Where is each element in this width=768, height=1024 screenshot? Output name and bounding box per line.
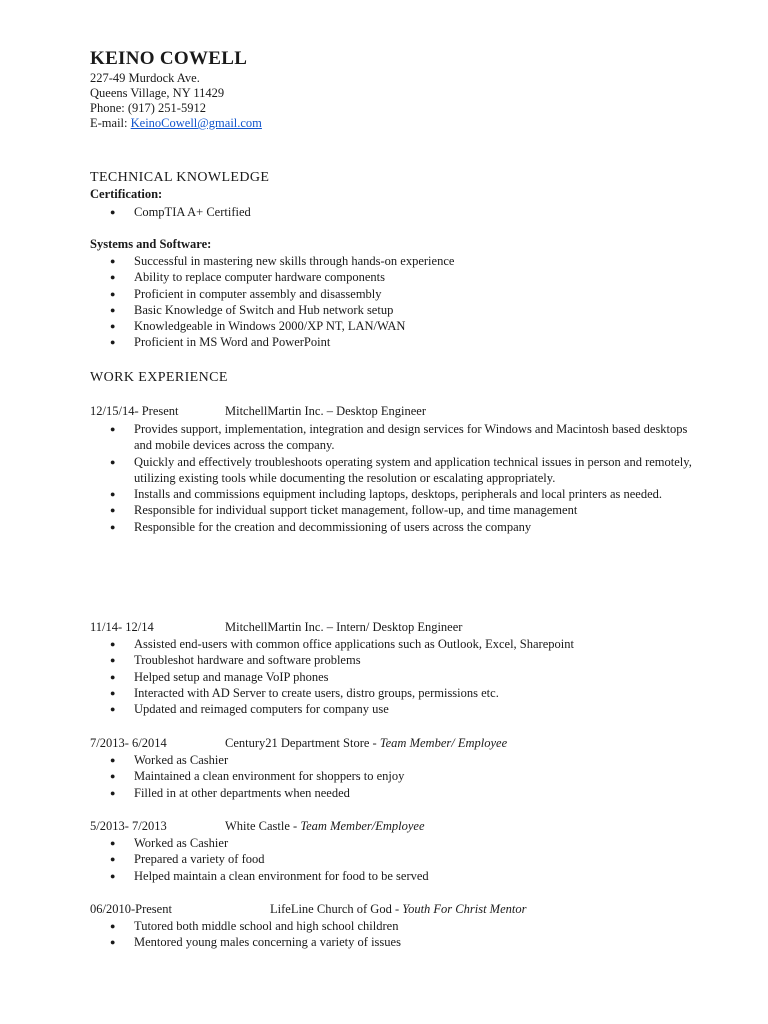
work-experience-heading: WORK EXPERIENCE [90,370,228,385]
list-item: ● Assisted end-users with common office applications such as Outlook, Excel, Sharepoint [110,636,574,652]
systems-software-label: Systems and Software: [90,237,212,251]
list-item: ● Proficient in MS Word and PowerPoint [110,334,454,350]
job-duties-list [110,752,404,801]
list-item: ● Knowledgeable in Windows 2000/XP NT, LAN/WAN [110,318,454,334]
list-item: ● Interacted with AD Server to create users, distro groups, permissions etc. [110,685,574,701]
technical-knowledge-heading: TECHNICAL KNOWLEDGE [90,170,270,185]
list-item: ● Helped setup and manage VoIP phones [110,669,574,685]
certification-label: Certification: [90,187,163,201]
job-dates: 7/2013- 6/2014 [90,736,167,750]
job-employer: Century21 Department Store - [225,736,380,750]
job-dates: 06/2010-Present [90,902,172,916]
list-item: ● Responsible for the creation and decommissioning of users across the company [110,519,694,535]
job-employer-line [270,902,526,917]
job-duties-list [110,636,574,717]
candidate-name: KEINO COWELL [90,48,248,69]
list-item: ● Filled in at other departments when needed [110,785,404,801]
list-item: ● Worked as Cashier [110,835,429,851]
job-employer: MitchellMartin Inc. – Desktop Engineer [225,404,426,418]
job-title: Team Member/Employee [300,819,425,833]
list-item: ● Updated and reimaged computers for company use [110,701,574,717]
list-item: ● Successful in mastering new skills through hands-on experience [110,253,454,269]
address-line-2: Queens Village, NY 11429 [90,86,225,100]
systems-software-list [110,253,454,351]
job-employer: White Castle - [225,819,301,833]
job-duties-list [110,918,401,951]
job-dates: 12/15/14- Present [90,404,179,418]
job-dates: 5/2013- 7/2013 [90,819,167,833]
list-item: ● Tutored both middle school and high school children [110,918,401,934]
list-item: ● Responsible for individual support ticket management, follow-up, and time management [110,502,694,518]
list-item: ● Quickly and effectively troubleshoots operating system and application technical issues in person and remotely, utilizing existing tools while documenting the resolution or escalating appropriately. [110,454,694,487]
job-duties-list [110,835,429,884]
list-item: ● Maintained a clean environment for shoppers to enjoy [110,768,404,784]
list-item: ● Provides support, implementation, integration and design services for Windows and Macintosh based desktops and mobile devices across the company. [110,421,694,454]
job-employer: MitchellMartin Inc. – Intern/ Desktop Engineer [225,620,463,634]
list-item: ● CompTIA A+ Certified [110,204,251,220]
job-employer-line [225,819,425,834]
address-line-1: 227-49 Murdock Ave. [90,71,200,85]
certification-list [110,204,251,220]
phone-line: Phone: (917) 251-5912 [90,101,206,115]
list-item: ● Prepared a variety of food [110,851,429,867]
list-item: ● Helped maintain a clean environment for food to be served [110,868,429,884]
job-employer-line [225,736,507,751]
list-item: ● Troubleshot hardware and software problems [110,652,574,668]
list-item: ● Mentored young males concerning a variety of issues [110,934,401,950]
job-title: Youth For Christ Mentor [402,902,527,916]
list-item: ● Basic Knowledge of Switch and Hub network setup [110,302,454,318]
job-employer: LifeLine Church of God - [270,902,403,916]
list-item: ● Ability to replace computer hardware components [110,269,454,285]
email-link[interactable]: KeinoCowell@gmail.com [130,116,262,130]
email-line [90,116,262,131]
job-title: Team Member/ Employee [379,736,508,750]
list-item: ● Worked as Cashier [110,752,404,768]
job-duties-list [110,421,694,535]
job-dates: 11/14- 12/14 [90,620,154,634]
list-item: ● Installs and commissions equipment including laptops, desktops, peripherals and local printers as needed. [110,486,694,502]
list-item: ● Proficient in computer assembly and disassembly [110,286,454,302]
email-label: E-mail: [90,116,131,130]
